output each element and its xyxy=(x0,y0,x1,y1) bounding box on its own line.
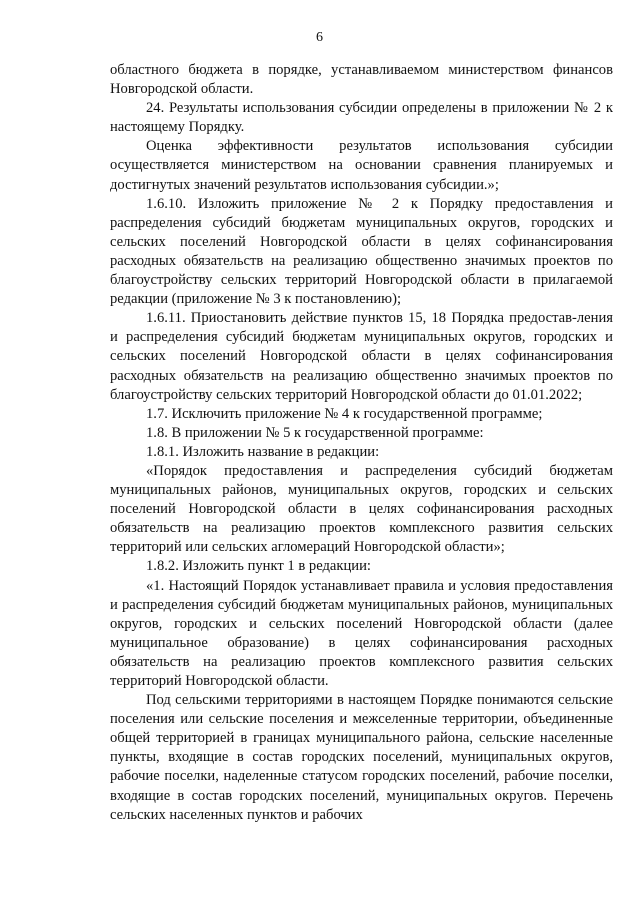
paragraph-continuation: областного бюджета в порядке, устанавливаемом министерством финансов Новгородской области. xyxy=(110,62,613,98)
page-number: 6 xyxy=(316,30,323,45)
paragraph-1-7: 1.7. Исключить приложение № 4 к государственной программе; xyxy=(146,405,543,422)
paragraph-new-title: «Порядок предоставления и распределения субсидий бюджетам муниципальных районов, муниципальных округов, городских и сельских поселений Новгородской области в целях софинансирования расходных обязательств на реализацию проектов комплексного развития сельских территорий или сельских агломераций Новгородской области»; xyxy=(110,462,613,556)
paragraph-evaluation: Оценка эффективности результатов использования субсидии осуществляется министерством на основании сравнения планируемых и достигнутых значений результатов использования субсидии.»; xyxy=(110,138,613,193)
document-body xyxy=(110,61,613,825)
paragraph-rural-territories: Под сельскими территориями в настоящем Порядке понимаются сельские поселения или сельские поселения и межселенные территории, объединенные общей территорией в границах муниципального района, сельские населенные пункты, входящие в состав городских поселений, муниципальных округов, рабочие поселки, наделенные статусом городских поселений, рабочие поселки, входящие в состав городских поселений, муниципальных округов. Перечень сельских населенных пунктов и рабочих xyxy=(110,692,613,823)
paragraph-1-8: 1.8. В приложении № 5 к государственной программе: xyxy=(146,424,484,441)
paragraph-1-6-10: 1.6.10. Изложить приложение № 2 к Порядку предоставления и распределения субсидий бюджетам муниципальных округов, городских и сельских поселений Новгородской области в целях софинансирования расходных обязательств на реализацию общественно значимых проектов по благоустройству сельских территорий Новгородской области в прилагаемой редакции (приложение № 3 к постановлению); xyxy=(110,195,613,308)
paragraph-1-8-1: 1.8.1. Изложить название в редакции: xyxy=(146,443,380,460)
paragraph-item-24: 24. Результаты использования субсидии определены в приложении № 2 к настоящему Порядку. xyxy=(110,100,613,136)
paragraph-point-1: «1. Настоящий Порядок устанавливает правила и условия предоставления и распределения субсидий бюджетам муниципальных районов, муниципальных округов, городских и сельских поселений Новгородской области (далее муниципальное образование) в целях софинансирования расходных обязательств на реализацию проектов комплексного развития сельских территорий Новгородской области. xyxy=(110,577,613,689)
paragraph-1-8-2: 1.8.2. Изложить пункт 1 в редакции: xyxy=(146,558,371,575)
paragraph-1-6-11: 1.6.11. Приостановить действие пунктов 15, 18 Порядка предостав-ления и распределения субсидий бюджетам муниципальных округов, городских и сельских поселений Новгородской области в целях софинансирования расходных обязательств на реализацию общественно значимых проектов по благоустройству сельских территорий Новгородской области до 01.01.2022; xyxy=(110,310,613,403)
